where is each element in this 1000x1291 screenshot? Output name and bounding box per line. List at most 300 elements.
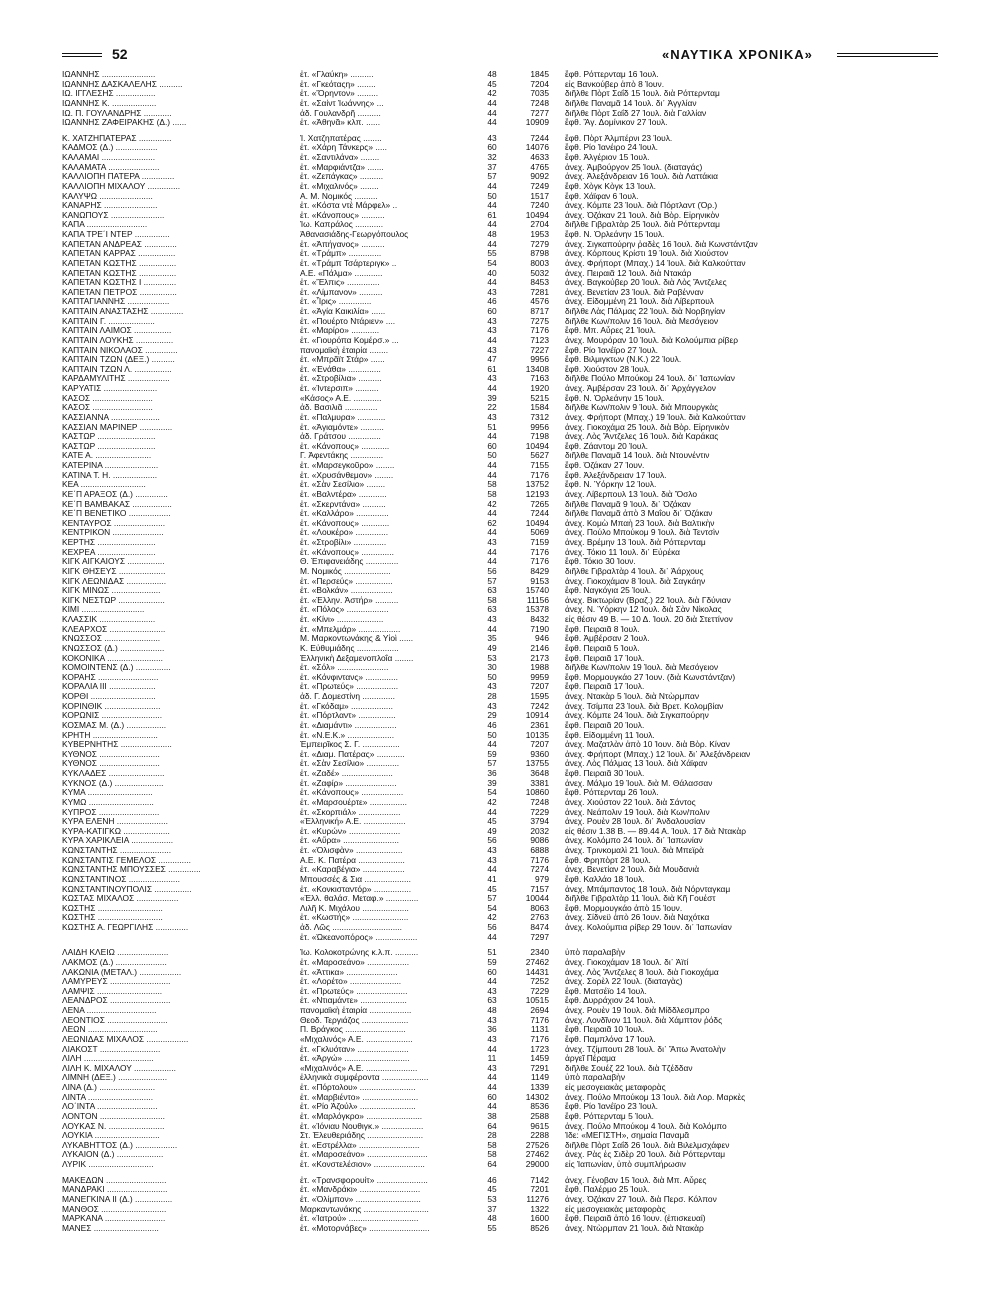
table-row [62, 1176, 960, 1186]
position: ἀνεχ. Ὀζάκαν 27 Ἰουλ. διὰ Περσ. Κόλπον [565, 1194, 717, 1204]
ship-name: ΚΥΘΝΟΣ .......................... [62, 759, 160, 769]
table-row [62, 808, 960, 818]
table-row [62, 259, 960, 269]
ship-owner: ἐτ. «Ν.Ε.Κ.» .................... [300, 730, 395, 740]
position: διῆλθε Πούλο Μπούκομ 24 Ἰουλ. δι᾽ Ἰαπωνίαν [565, 374, 735, 384]
ship-name: ΚΑΣΣΙΑΝ ΜΑΡΙΝΕΡ .............. [62, 422, 173, 432]
ship-owner: ἐτ. «Μαροσεάνο» .................. [300, 957, 410, 967]
build-year: 48 [487, 1213, 497, 1224]
table-row [62, 1102, 960, 1112]
ship-owner: ἐτ. «Ὠκεανοπόρος» .................. [300, 932, 418, 942]
ship-name: ΜΑΚΕΔΩΝ .......................... [62, 1175, 167, 1185]
tonnage: 7240 [530, 200, 549, 211]
ship-owner: ἐτ. «Σαντιλάνα» ........ [300, 153, 380, 162]
build-year: 40 [487, 267, 497, 278]
build-year: 43 [487, 614, 497, 624]
position: ἔφθ. Πειραιᾶ 8 Ἰουλ. [565, 624, 640, 634]
position: ἀνεχ. Βαγκούβερ 20 Ἰουλ. διὰ Λὸς Ἄντζελες [565, 278, 727, 288]
build-year: 42 [487, 88, 497, 99]
table-row [62, 172, 960, 182]
build-year: 62 [487, 517, 497, 528]
ship-owner: ἐτ. «Ἀττικα» ...................... [300, 967, 398, 977]
build-year: 42 [487, 498, 497, 509]
table-row [62, 827, 960, 837]
table-row [62, 384, 960, 394]
ship-owner: ἐτ. «Ζεπάγκας» .......... [300, 172, 384, 182]
ship-name: ΚΩΝΣΤΑΝΤΙΝΟΣ ...................... [62, 874, 180, 884]
table-row [62, 948, 960, 958]
position: διῆλθε Γιβραλτὰρ 25 Ἰουλ. διὰ Ρόττερνταμ [565, 220, 720, 230]
table-row [62, 471, 960, 481]
build-year: 43 [487, 373, 497, 384]
table-row [62, 143, 960, 153]
table-row [62, 586, 960, 596]
ship-name: ΜΑΝΘΟΣ ............................ [62, 1204, 167, 1214]
table-row [62, 702, 960, 712]
position: ἀνεχ. Ντακὰρ 5 Ἰουλ. διὰ Ντὼρμπαν [565, 692, 700, 701]
tonnage: 8063 [530, 902, 549, 913]
table-row [62, 1054, 960, 1064]
ship-name: ΙΩΑΝΝΗΣ ΔΑΣΚΑΛΕΛΗΣ .......... [62, 79, 183, 89]
ship-owner: ἐτ. «Μαρφιάντζα» ....... [300, 162, 384, 172]
build-year: 50 [487, 190, 497, 201]
build-year: 57 [487, 575, 497, 586]
ship-owner: ἐτ. «Ἐνάθα» .............. [300, 364, 381, 374]
position: ἀνεχ. Σιγκαπούρην ῥαδὲς 16 Ἰουλ. διὰ Κωνστάντζαν [565, 239, 758, 249]
ship-owner: ἐτ. «Τρανσφορουίτ» ...................... [300, 1175, 428, 1185]
table-row [62, 634, 960, 644]
position: ἔφθ. Πειραιᾶ 17 Ἰουλ. [565, 682, 645, 692]
ship-name: ΛΥΚΑΙΟΝ (Δ.) .................... [62, 1150, 164, 1160]
table-row [62, 968, 960, 978]
tonnage: 7252 [530, 976, 549, 987]
table-row [62, 1122, 960, 1132]
position: ἔφθ. Φρηπὸρτ 28 Ἰουλ. [565, 855, 651, 865]
position: ἀνεχ. Λὸς Πάλμας 13 Ἰουλ. διὰ Χάϊφαν [565, 759, 708, 769]
ship-owner: ἐτ. «Μιχαλινός» ........ [300, 181, 379, 191]
tonnage: 4576 [530, 296, 549, 307]
tonnage: 7176 [530, 556, 549, 567]
tonnage: 7155 [530, 460, 549, 470]
position: ἀνεχ. Λίβερπουλ 13 Ἰουλ. διὰ Ὄσλο [565, 489, 698, 499]
build-year: 41 [487, 873, 497, 884]
tonnage: 4633 [530, 152, 549, 162]
ship-name: ΛΑΚΜΟΣ (Δ.) ...................... [62, 957, 167, 967]
build-year: 30 [487, 662, 497, 673]
build-year: 58 [487, 488, 497, 499]
ship-name: ΚΑΛΑΜΑΙ ....................... [62, 153, 156, 162]
build-year: 44 [487, 1101, 497, 1112]
table-row [62, 432, 960, 442]
ship-owner: ἐτ. «Ἀργώ» ............................ [300, 1054, 410, 1064]
tonnage: 9360 [530, 748, 549, 759]
table-row [62, 307, 960, 317]
ship-owner: ἐτ. «Μανδράκι» .......................... [300, 1185, 421, 1195]
ship-name: ΚΑΛΑΜΑΤΑ ...................... [62, 162, 160, 172]
ship-name: ΛΟΝΤΟΝ ............................ [62, 1111, 165, 1121]
ship-owner: Γ. Ἀφεντάκης .............. [300, 451, 384, 461]
tonnage: 12193 [525, 488, 549, 499]
table-row [62, 528, 960, 538]
build-year: 37 [487, 1203, 497, 1214]
table-row [62, 1160, 960, 1170]
build-year: 44 [487, 931, 497, 942]
ship-owner: ἐτ. «Γιουρόπα Κομέρσ.» ... [300, 335, 399, 345]
ship-name: ΚΕΡΤΗΣ ......................... [62, 538, 156, 547]
table-row [62, 249, 960, 259]
table-row [62, 413, 960, 423]
table-row [62, 904, 960, 914]
ship-name: ΚΥΒΕΡΝΗΤΗΣ ...................... [62, 740, 172, 750]
ship-name: ΛΟΥΚΙΑ ............................ [62, 1131, 160, 1141]
table-row [62, 885, 960, 895]
ship-name: ΚΑΣΤΩΡ ......................... [62, 441, 156, 451]
tonnage: 1322 [530, 1203, 549, 1214]
ship-owner: ἐτ. «Σαίντ Ἰωάννης» ... [300, 98, 384, 108]
table-row [62, 913, 960, 923]
build-year: 46 [487, 719, 497, 730]
ship-name: ΚΕΝΤΡΙΚΟΝ ...................... [62, 528, 164, 538]
table-row [62, 89, 960, 99]
ship-name: ΚΙΓΚ ΝΕΣΤΩΡ .................... [62, 595, 165, 605]
ship-owner: ἐτ. «Κονστελέσιον» ...................... [300, 1160, 425, 1169]
position: εἰς Βανκούβερ ἀπὸ 8 Ἰουν. [565, 79, 665, 89]
ship-name [62, 933, 300, 943]
ship-name: ΚΕ΄Π ΒΑΜΒΑΚΑΣ ................. [62, 499, 172, 509]
build-year: 58 [487, 594, 497, 605]
table-row [62, 490, 960, 500]
ship-name: ΙΩΑΝΝΗΣ Κ. ................... [62, 98, 157, 108]
build-year: 44 [487, 200, 497, 211]
ship-name: ΚΥΠΡΟΣ .......................... [62, 807, 160, 817]
tonnage: 2704 [530, 219, 549, 230]
ship-owner: ἐτ. «Κάνοπους» .......... [300, 210, 385, 220]
ship-name: ΚΕ΄Π ΒΕΝΕΤΙΚΟ .................. [62, 509, 171, 519]
table-row [62, 1025, 960, 1035]
build-year: 43 [487, 700, 497, 711]
build-year: 56 [487, 835, 497, 846]
ship-name: ΙΩ. ΙΓΓΛΕΣΗΣ ................. [62, 89, 156, 99]
build-year: 43 [487, 854, 497, 865]
tonnage: 7244 [530, 132, 549, 143]
tonnage: 8717 [530, 306, 549, 316]
table-row [62, 269, 960, 279]
build-year: 47 [487, 354, 497, 365]
ship-name: ΚΡΗΤΗ ............................ [62, 730, 158, 740]
ship-name: ΚΙΜΙ ........................... [62, 605, 145, 615]
position: διῆλθε Γιβραλτὰρ 4 Ἰουλ. δι᾽ Ἀάρχους [565, 566, 704, 576]
position: ἀνεχ. Κολούμπια ρίβερ 29 Ἰουν. δι᾽ Ἰαπωνίαν [565, 923, 732, 932]
ship-name: ΚΑΠΕΤΑΝ ΚΩΣΤΗΣ Ι .............. [62, 278, 177, 288]
position: ἀνεχ. Φρήπορτ (Μπαχ.) 14 Ἰουλ. διὰ Καλκούτταν [565, 258, 746, 268]
ship-name: ΚΛΑΣΣΙΚ ........................ [62, 615, 156, 624]
ship-owner: ἐτ. «Αὔρα» ........................ [300, 836, 399, 846]
tonnage: 7244 [530, 508, 549, 519]
build-year: 42 [487, 796, 497, 807]
ship-name: ΙΩΑΝΝΗΣ ....................... [62, 70, 156, 79]
build-year: 44 [487, 1043, 497, 1054]
build-year: 44 [487, 334, 497, 345]
tonnage: 27526 [525, 1139, 549, 1150]
ship-name: ΚΩΣΤΑΣ ΜΙΧΑΛΟΣ .................. [62, 894, 179, 904]
ship-owner: ἐτ. «Κάνοπους» .............. [300, 547, 394, 557]
tonnage: 15378 [525, 604, 549, 615]
ship-owner: ἐτ. «Ἔλπις» .............. [300, 278, 380, 288]
table-row [62, 996, 960, 1006]
ship-owner: ἐτ. «Ζαφίρ» ...................... [300, 778, 397, 788]
ship-owner: ἐτ. «Βαλντέρα» ............ [300, 489, 387, 499]
ship-name: ΚΑΛΛΙΟΠΗ ΠΑΤΕΡΑ .............. [62, 172, 175, 182]
build-year: 51 [487, 947, 497, 958]
table-row [62, 201, 960, 211]
position: διῆλθε Πὸρτ Σαΐδ 27 Ἰουλ. διὰ Γαλλίαν [565, 108, 707, 118]
ship-owner: ἐτ. «Γλαύκη» .......... [300, 70, 374, 79]
ship-name: ΚΟΜΟΙΝΤΕΝΣ (Δ.) ............... [62, 663, 171, 673]
tonnage: 7312 [530, 411, 549, 422]
ship-name: ΜΑΝΕΣ ............................ [62, 1223, 159, 1233]
ship-owner: ἐτ. «Γκλυόταν» ...................... [300, 1044, 409, 1054]
ship-name: ΚΑΠΕΤΑΝ ΚΩΣΤΗΣ ................ [62, 268, 177, 278]
tonnage: 7176 [530, 1033, 549, 1044]
ship-name: ΚΑΡΥΑΤΙΣ ....................... [62, 384, 158, 393]
tonnage: 1339 [530, 1082, 549, 1092]
build-year: 32 [487, 152, 497, 162]
table-row [62, 977, 960, 987]
position: ἔφθ. Εἰδομμένη 11 Ἰουλ. [565, 730, 655, 740]
tonnage: 15740 [525, 585, 549, 596]
position: ἔφθ. Ρόττερνταμ 5 Ἰουλ. [565, 1111, 654, 1121]
table-row [62, 663, 960, 673]
build-year: 44 [487, 546, 497, 557]
ship-name: ΚΕ΄Π ΑΡΑΞΟΣ (Δ.) .............. [62, 489, 168, 499]
tonnage: 6888 [530, 845, 549, 855]
ship-owner: ἐτ. «Τράμπ» .............. [300, 249, 382, 259]
tonnage: 8526 [530, 1222, 549, 1233]
build-year: 57 [487, 758, 497, 769]
table-row [62, 875, 960, 885]
ship-owner: ἐτ. «Πουέρτο Ντάριεν» .... [300, 316, 396, 326]
table-row [62, 538, 960, 548]
ship-name: ΚΑΠΑ ΤΡΕ΄Ι ΝΤΕΡ ............... [62, 230, 170, 239]
ship-name: ΚΟΡΑΛΙΑ ΙΙΙ .................... [62, 682, 156, 692]
ship-owner: ἐτ. «Στροβίλι» .............. [300, 538, 387, 547]
ship-name: ΚΙΓΚ ΛΕΩΝΙΔΑΣ ................. [62, 576, 167, 586]
table-row [62, 365, 960, 375]
ship-owner: ἐτ. «Μοτορνάβες» .......................... [300, 1223, 430, 1233]
ship-owner: ἐτ. «Μαρίρο» ............ [300, 326, 380, 336]
tonnage: 2032 [530, 825, 549, 836]
position: ἔφθ. Ἀλγέριον 15 Ἰουλ. [565, 153, 650, 162]
tonnage: 1723 [530, 1043, 549, 1054]
ship-name: ΚΑΠΕΤΑΝ ΚΩΣΤΗΣ ................ [62, 258, 177, 268]
build-year: 44 [487, 739, 497, 750]
ship-owner: ἐτ. «Ζαδέ» ...................... [300, 769, 393, 778]
table-row [62, 682, 960, 692]
ship-name: ΛΥΚΑΒΗΤΤΟΣ (Δ.) .................. [62, 1140, 178, 1150]
table-row [62, 374, 960, 384]
ship-name: ΙΩΑΝΝΗΣ ΖΑΦΕΙΡΑΚΗΣ (Δ.) ...... [62, 118, 187, 128]
build-year: 39 [487, 392, 497, 403]
tonnage: 29000 [525, 1159, 549, 1169]
tonnage: 7201 [530, 1184, 549, 1195]
tonnage: 9086 [530, 835, 549, 846]
tonnage: 7198 [530, 431, 549, 442]
ship-name: ΚΥΜΩ ............................ [62, 797, 154, 807]
position: ἔφθ. Ρόττερνταμ 26 Ἰουλ. [565, 788, 659, 798]
tonnage: 1920 [530, 383, 549, 393]
ship-name: ΚΑΠΤΑΙΝ ΤΖΩΝ Λ. ................ [62, 364, 172, 374]
position: ἔφθ. Ν. Ὑόρκην 12 Ἰουλ. [565, 480, 657, 490]
table-row [62, 394, 960, 404]
build-year: 44 [487, 238, 497, 249]
tonnage: 946 [535, 633, 549, 644]
position: διῆλθε Πὸρτ Σαΐδ 26 Ἰουλ. διὰ Βιλελμσχάφεν [565, 1140, 730, 1150]
ship-name: ΚΙΓΚ ΘΗΣΕΥΣ .................... [62, 566, 166, 576]
build-year: 58 [487, 1149, 497, 1160]
ship-owner: ἐτ. «Κόστα ντὲ Μάρφελ» .. [300, 201, 398, 211]
ship-name: ΚΥΚΝΟΣ (Δ.) ..................... [62, 778, 164, 788]
position: Ἰδε: «ΜΕΓΙΣΤΗ», σημαία Παναμᾶ [565, 1131, 690, 1141]
ship-name: ΚΑΣΟΣ .......................... [62, 403, 153, 413]
tonnage: 7291 [530, 1062, 549, 1073]
ship-name: ΚΑΠΤΑΙΝ ΑΝΑΣΤΑΣΗΣ .............. [62, 307, 184, 316]
tonnage: 7275 [530, 315, 549, 326]
tonnage: 8474 [530, 922, 549, 932]
position: ἀνεχ. Φρήπορτ (Μπαχ.) 12 Ἰουλ. δι᾽ Ἀλεξάνδρειαν [565, 749, 751, 759]
tonnage: 5032 [530, 267, 549, 278]
ship-name: ΚΑΠΤΑΓΙΑΝΝΗΣ .................. [62, 297, 170, 307]
table-row [62, 711, 960, 721]
build-year: 43 [487, 132, 497, 143]
tonnage: 7035 [530, 88, 549, 99]
build-year: 60 [487, 306, 497, 316]
position: ἀνεχ. Κολόμπο 24 Ἰουλ. δι᾽ Ἰαπωνίαν [565, 836, 703, 846]
table-row [62, 692, 960, 702]
table-row [62, 297, 960, 307]
position: διῆλθε Κων/πολιν 19 Ἰουλ. διὰ Μεσόγειον [565, 663, 719, 673]
table-row [62, 731, 960, 741]
tonnage: 13752 [525, 479, 549, 490]
position: ἀνεχ. Κόρπους Κρίστι 19 Ἰουλ. διὰ Χιούστον [565, 249, 729, 259]
tonnage: 2694 [530, 1005, 549, 1015]
ship-name: ΛΑΚΩΝΙΑ (ΜΕΤΑΛ.) .................. [62, 967, 182, 977]
ship-name: ΚΑΝΑΡΗΣ ....................... [62, 201, 158, 211]
tonnage: 11156 [526, 594, 549, 605]
ship-name: ΛΟ΄ΙΝΤΑ .......................... [62, 1102, 158, 1112]
ship-name: ΚΑΣΣΙΑΝΝΑ ..................... [62, 412, 160, 422]
position: ἀνεχ. Πούλο Μπούκομ 9 Ἰουλ. διὰ Τεντσὶν [565, 528, 720, 538]
position: ἔφθ. Παλέρμο 25 Ἰουλ. [565, 1185, 650, 1195]
ship-name: ΚΟΡΙΝΘΙΚ ........................ [62, 701, 161, 711]
tonnage: 3381 [530, 777, 549, 788]
tonnage: 7176 [530, 1014, 549, 1025]
build-year: 45 [487, 1184, 497, 1195]
position: ἔφθ. Μορμουγκάο 27 Ἰουν. (διὰ Κωνστάντζαν) [565, 672, 736, 682]
ship-name: ΙΩ. Π. ΓΟΥΛΑΝΔΡΗΣ ............ [62, 108, 172, 118]
ship-name: ΚΥΜΑ ............................ [62, 788, 153, 798]
table-row [62, 1006, 960, 1016]
ship-name: ΜΑΝΔΡΑΚΙ .......................... [62, 1185, 168, 1195]
build-year: 42 [487, 912, 497, 923]
build-year: 44 [487, 527, 497, 538]
build-year: 48 [487, 69, 497, 79]
table-row [62, 923, 960, 933]
build-year: 43 [487, 315, 497, 326]
position: ἔφθ. Ἀλεξάνδρειαν 17 Ἰουλ. [565, 470, 667, 480]
position: ἔφθ. Ρίο Ἰανέϊρο 27 Ἰουλ. [565, 345, 658, 355]
table-row [62, 615, 960, 625]
build-year: 63 [487, 995, 497, 1006]
table-row [62, 403, 960, 413]
ship-owner: Π. Βράγκος .......................... [300, 1025, 406, 1035]
tonnage: 14431 [525, 966, 549, 977]
build-year: 43 [487, 344, 497, 355]
position: ἀνεχ. Νεάπολιν 19 Ἰουλ. διὰ Κων/πολιν [565, 807, 710, 817]
ship-owner: ἐτ. «Ὀλίμπον» ............................ [300, 1194, 421, 1204]
position: ἔφθ. Ν. Ὀρλεάνην 15 Ἰουλ. [565, 230, 665, 239]
position: ἀνεχ. Ἀμβέρσαν 23 Ἰουλ. δι᾽ Ἀρχάγγελον [565, 384, 716, 393]
table-row [62, 211, 960, 221]
position: διῆλθε Παναμᾶ 14 Ἰουλ. δι᾽ Ἀγγλίαν [565, 98, 697, 108]
ship-owner: «Ἑλληνική» Α.Ε. .................. [300, 817, 406, 827]
tonnage: 1459 [530, 1053, 549, 1064]
tonnage: 7176 [530, 469, 549, 480]
build-year: 60 [487, 966, 497, 977]
position: εἰς μεσογειακὰς μεταφορὰς [565, 1204, 666, 1214]
table-row [62, 288, 960, 298]
tonnage: 5069 [530, 527, 549, 538]
position: ἔφθ. Μπ. Αὖρες 21 Ἰουλ. [565, 326, 656, 336]
ship-name: ΚΩΣΤΗΣ ............................ [62, 903, 163, 913]
table-row [62, 750, 960, 760]
tonnage: 1953 [530, 229, 549, 239]
ship-owner: ἐτ. «Ἀγιαμόντε» .......... [300, 422, 384, 432]
build-year: 44 [487, 1072, 497, 1083]
ship-owner: Α.Ε. «Πάλμα» ............ [300, 268, 383, 278]
ship-name: ΛΕΩΝ .............................. [62, 1025, 158, 1035]
build-year: 63 [487, 585, 497, 596]
ship-name: ΚΕΧΡΕΑ ......................... [62, 547, 156, 557]
ship-name: ΛΕΝΑ .............................. [62, 1006, 157, 1015]
build-year: 11 [487, 1053, 497, 1064]
table-row [62, 798, 960, 808]
build-year: 44 [487, 460, 497, 470]
tonnage: 7163 [530, 373, 549, 384]
ship-name: ΚΑΠΤΑΙΝ ΛΑΙΜΟΣ ................ [62, 326, 172, 336]
position: ἀνεχ. Γιοκοχάμαν 18 Ἰουλ. δι᾽ Ἀϊτί [565, 957, 689, 967]
ship-name: ΚΩΣΤΗΣ ............................ [62, 913, 163, 923]
position: ἔφθ. Χιούστον 28 Ἰουλ. [565, 364, 651, 374]
tonnage: 10494 [525, 517, 549, 528]
build-year: 39 [487, 777, 497, 788]
table-row [62, 759, 960, 769]
tonnage: 10914 [525, 710, 549, 721]
position: ἀνεχ. Μάλμο 19 Ἰουλ. διὰ Μ. Θάλασσαν [565, 778, 713, 788]
tonnage: 1584 [530, 402, 549, 413]
ship-owner: Α.Ε. Κ. Πατέρα .................... [300, 855, 405, 865]
ship-owner: ἐτ. «Μαρβιέντο» ........................ [300, 1092, 419, 1102]
table-row [62, 278, 960, 288]
tonnage: 1149 [530, 1072, 549, 1083]
header-rule-left [62, 53, 102, 57]
tonnage: 7248 [530, 97, 549, 108]
position: ἀνεχ. Σορὲλ 22 Ἰουλ. (διαταγὰς) [565, 977, 683, 987]
ship-owner: Μ. Νομικός .................... [300, 566, 391, 576]
ship-section [62, 1176, 960, 1234]
build-year: 43 [487, 1014, 497, 1025]
ship-owner: Ἀθανασιάδης-Γεωργόπουλος [300, 230, 409, 239]
tonnage: 7207 [530, 681, 549, 692]
